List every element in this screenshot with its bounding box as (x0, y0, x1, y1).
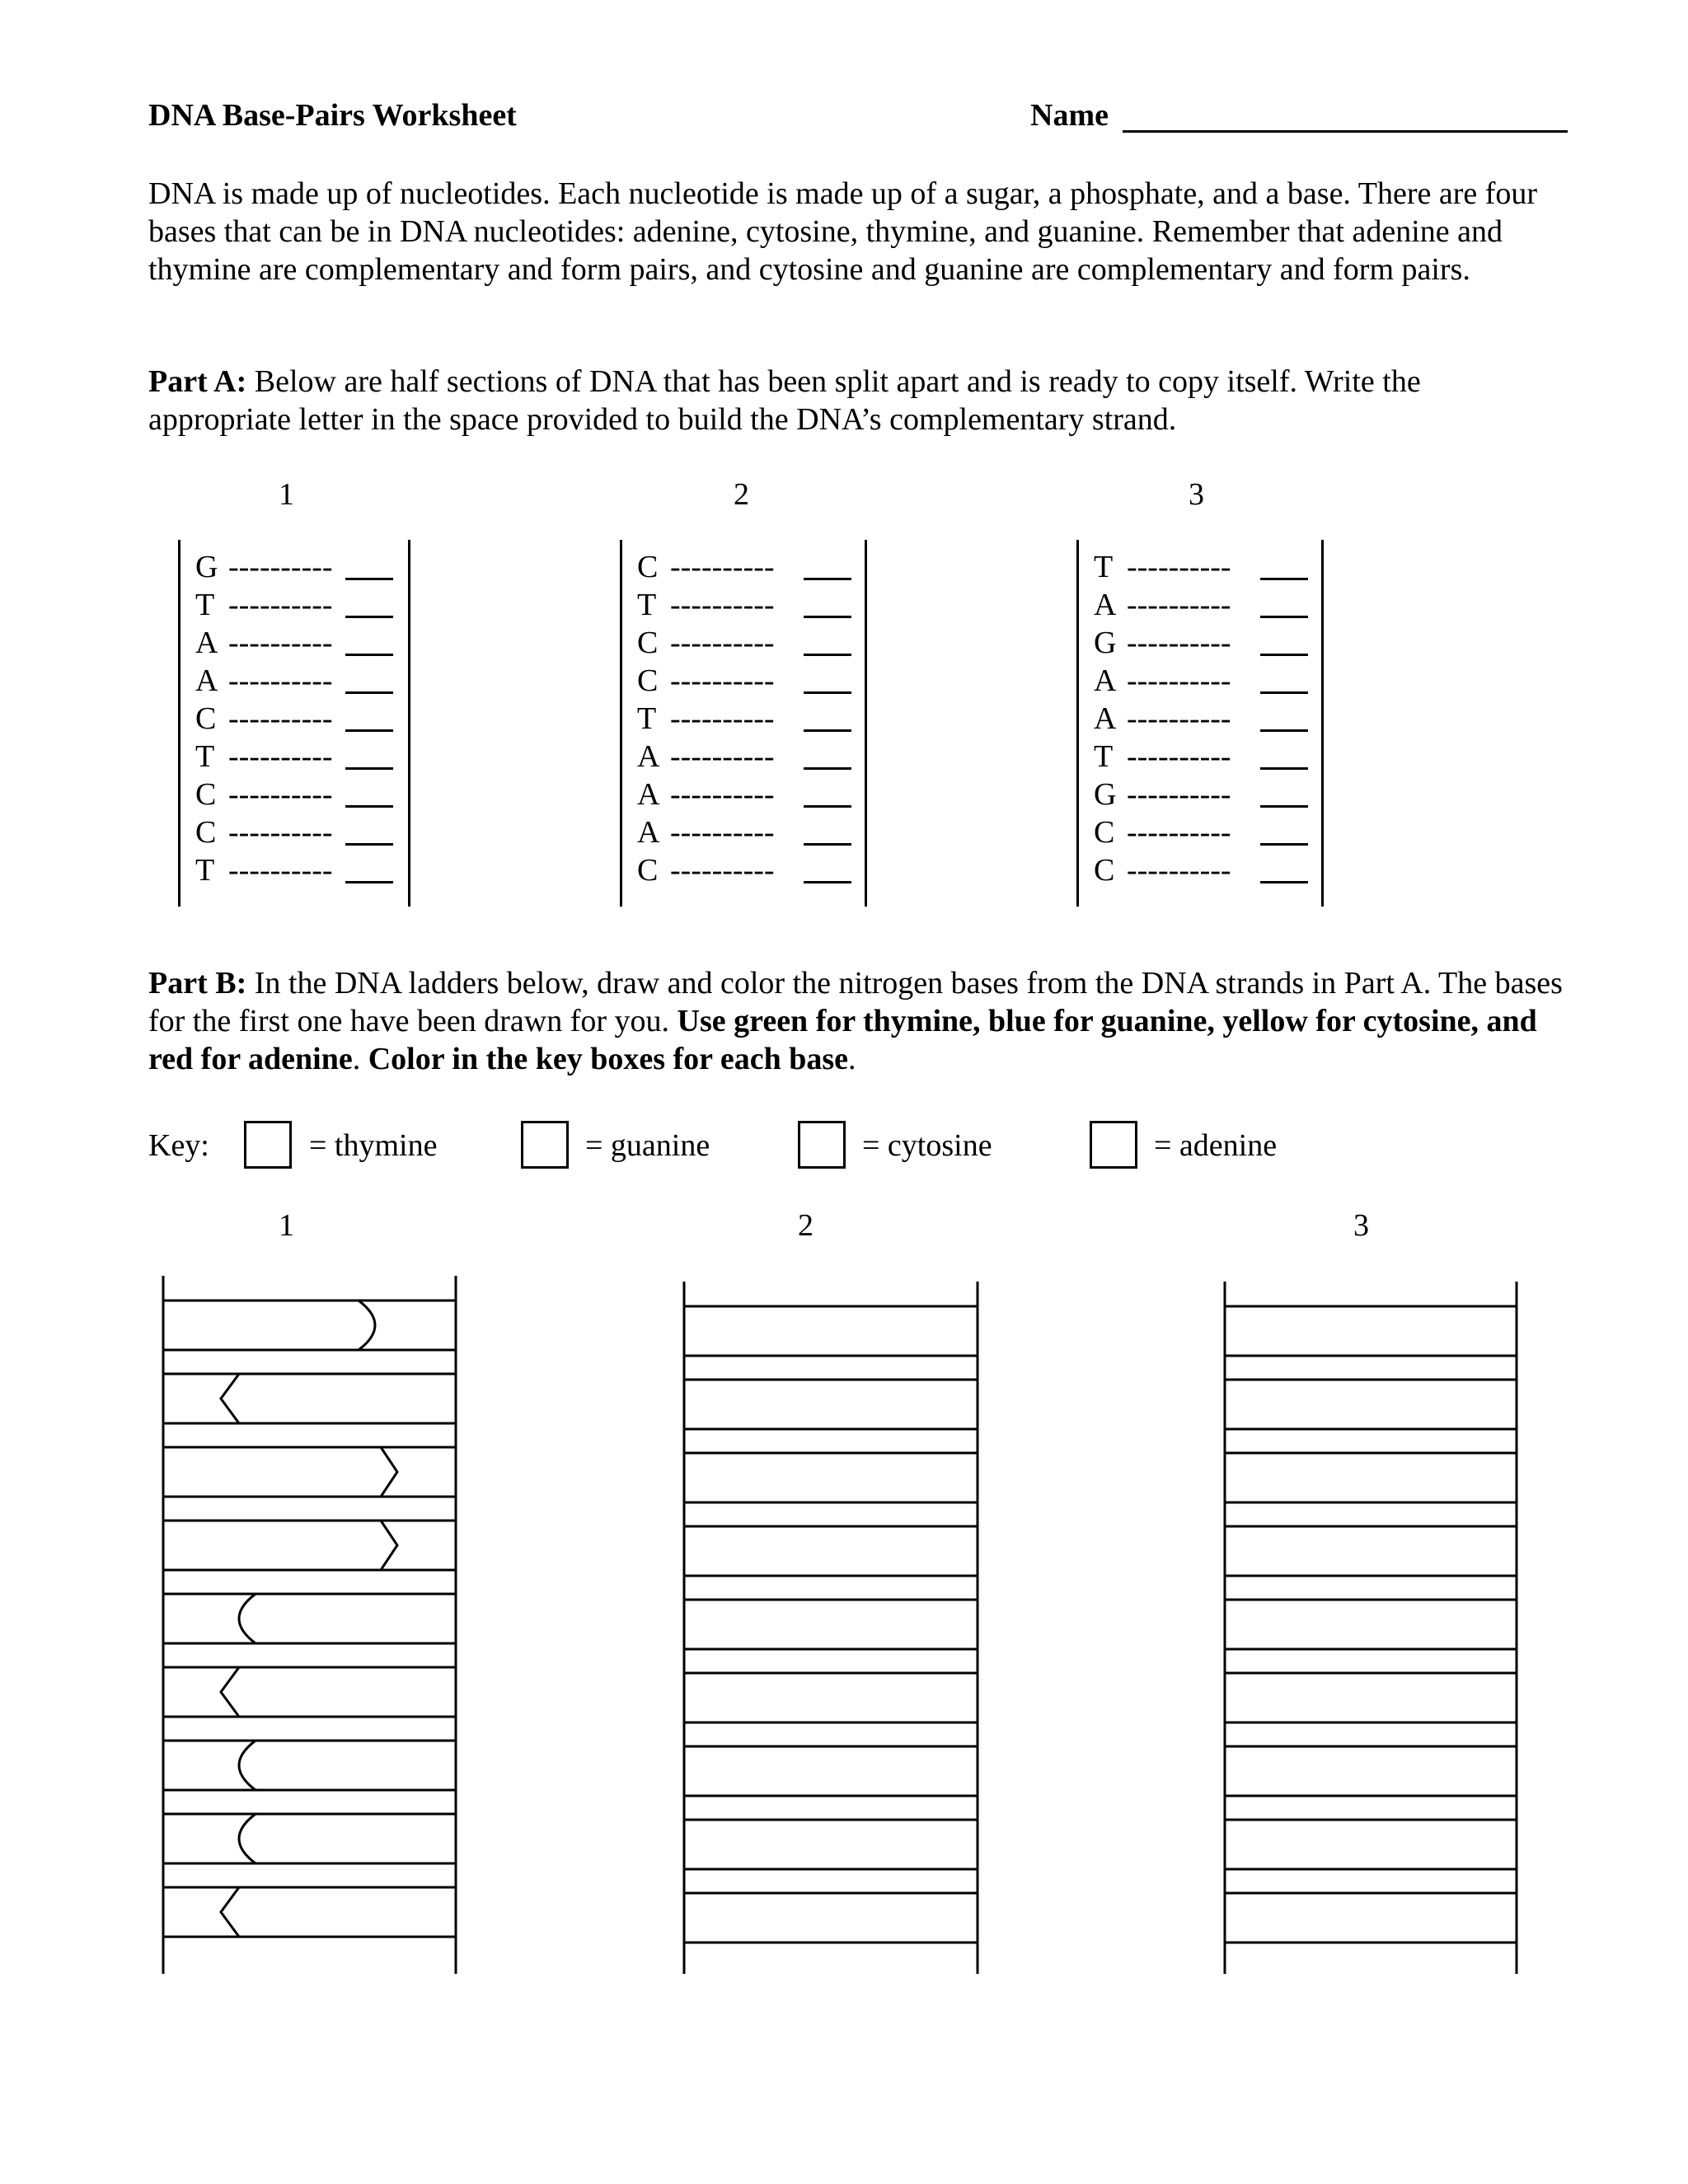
dash-line: ---------- (228, 815, 333, 850)
dash-line: ---------- (670, 550, 775, 584)
part-a-text: Below are half sections of DNA that has been split apart and is ready to copy itself. Write the appropriate letter in the space provided to build the DNA’s complementary strand. (148, 364, 1421, 437)
cytosine-base-shape (239, 1594, 256, 1643)
base-letter: A (637, 777, 660, 812)
base-letter: A (637, 815, 660, 850)
base-letter: T (1094, 550, 1114, 584)
adenine-base-shape (221, 1887, 239, 1937)
base-letter: A (1094, 701, 1117, 736)
base-letter: C (195, 815, 217, 850)
base-letter: A (195, 663, 218, 698)
ladder-number-3: 3 (1353, 1208, 1369, 1243)
base-letter: T (195, 739, 215, 774)
dash-line: ---------- (670, 815, 775, 850)
cytosine-base-shape (239, 1814, 256, 1863)
dash-line: ---------- (1127, 815, 1231, 850)
ladder-number-2: 2 (798, 1208, 814, 1243)
base-letter: A (637, 739, 660, 774)
cytosine-base-shape (239, 1741, 256, 1790)
dash-line: ---------- (1127, 663, 1231, 698)
dash-line: ---------- (228, 588, 333, 622)
dash-line: ---------- (228, 663, 333, 698)
dash-line: ---------- (228, 550, 333, 584)
dash-line: ---------- (670, 739, 775, 774)
ladder-number-1: 1 (279, 1208, 294, 1243)
base-letter: T (637, 701, 657, 736)
strand-number-1: 1 (279, 477, 294, 512)
base-letter: C (637, 626, 659, 660)
strand-number-3: 3 (1189, 477, 1204, 512)
dash-line: ---------- (228, 777, 333, 812)
key-label: Key: (148, 1128, 209, 1163)
name-label: Name (1030, 98, 1109, 133)
part-b-text-1: In the DNA ladders below, draw and color the nitrogen bases from the DNA strands in Part A. The bases for the first one have been drawn for you. (148, 966, 1563, 1038)
base-letter: T (1094, 739, 1114, 774)
dash-line: ---------- (1127, 588, 1231, 622)
dash-line: ---------- (1127, 701, 1231, 736)
part-b-label: Part B: (148, 966, 247, 1001)
dash-line: ---------- (228, 853, 333, 888)
adenine-base-shape (221, 1667, 239, 1717)
base-letter: C (637, 663, 659, 698)
base-letter: T (195, 853, 215, 888)
dash-line: ---------- (1127, 739, 1231, 774)
thymine-base-shape (359, 1301, 375, 1350)
adenine-base-shape (221, 1374, 239, 1423)
dash-line: ---------- (670, 853, 775, 888)
dash-line: ---------- (1127, 550, 1231, 584)
base-letter: C (1094, 853, 1115, 888)
dash-line: ---------- (1127, 626, 1231, 660)
part-b-text-2: . (352, 1042, 368, 1076)
part-b-text-3: . (848, 1042, 856, 1076)
part-b-color-instructions: Use green for thymine, blue for guanine, yellow for cytosine, and red for adenine (148, 1004, 1537, 1076)
base-letter: T (637, 588, 657, 622)
dash-line: ---------- (1127, 777, 1231, 812)
guanine-base-shape (381, 1521, 397, 1570)
base-letter: C (1094, 815, 1115, 850)
guanine-base-shape (381, 1447, 397, 1497)
dash-line: ---------- (670, 701, 775, 736)
dash-line: ---------- (228, 626, 333, 660)
base-letter: G (195, 550, 218, 584)
part-a-label: Part A: (148, 364, 247, 399)
base-letter: G (1094, 626, 1117, 660)
worksheet-title: DNA Base-Pairs Worksheet (148, 98, 517, 133)
dash-line: ---------- (670, 626, 775, 660)
dash-line: ---------- (228, 739, 333, 774)
base-letter: C (637, 853, 659, 888)
cytosine-key-label: = cytosine (862, 1128, 992, 1163)
base-letter: A (1094, 588, 1117, 622)
adenine-key-label: = adenine (1154, 1128, 1278, 1163)
base-letter: A (1094, 663, 1117, 698)
guanine-key-label: = guanine (585, 1128, 710, 1163)
base-letter: T (195, 588, 215, 622)
dash-line: ---------- (228, 701, 333, 736)
base-letter: C (195, 777, 217, 812)
part-b-key-instructions: Color in the key boxes for each base (368, 1042, 849, 1076)
thymine-key-label: = thymine (309, 1128, 438, 1163)
strand-number-2: 2 (734, 477, 749, 512)
dash-line: ---------- (670, 588, 775, 622)
base-letter: G (1094, 777, 1117, 812)
base-letter: A (195, 626, 218, 660)
dash-line: ---------- (1127, 853, 1231, 888)
base-letter: C (195, 701, 217, 736)
dash-line: ---------- (670, 777, 775, 812)
base-letter: C (637, 550, 659, 584)
dash-line: ---------- (670, 663, 775, 698)
intro-paragraph: DNA is made up of nucleotides. Each nucleotide is made up of a sugar, a phosphate, and a base. There are four bases that can be in DNA nucleotides: adenine, cytosine, thymine, and guanine. Remember that adenine and thymine are complementary and form pairs, and cytosine and guanine are complementary and form pairs. (148, 176, 1538, 287)
